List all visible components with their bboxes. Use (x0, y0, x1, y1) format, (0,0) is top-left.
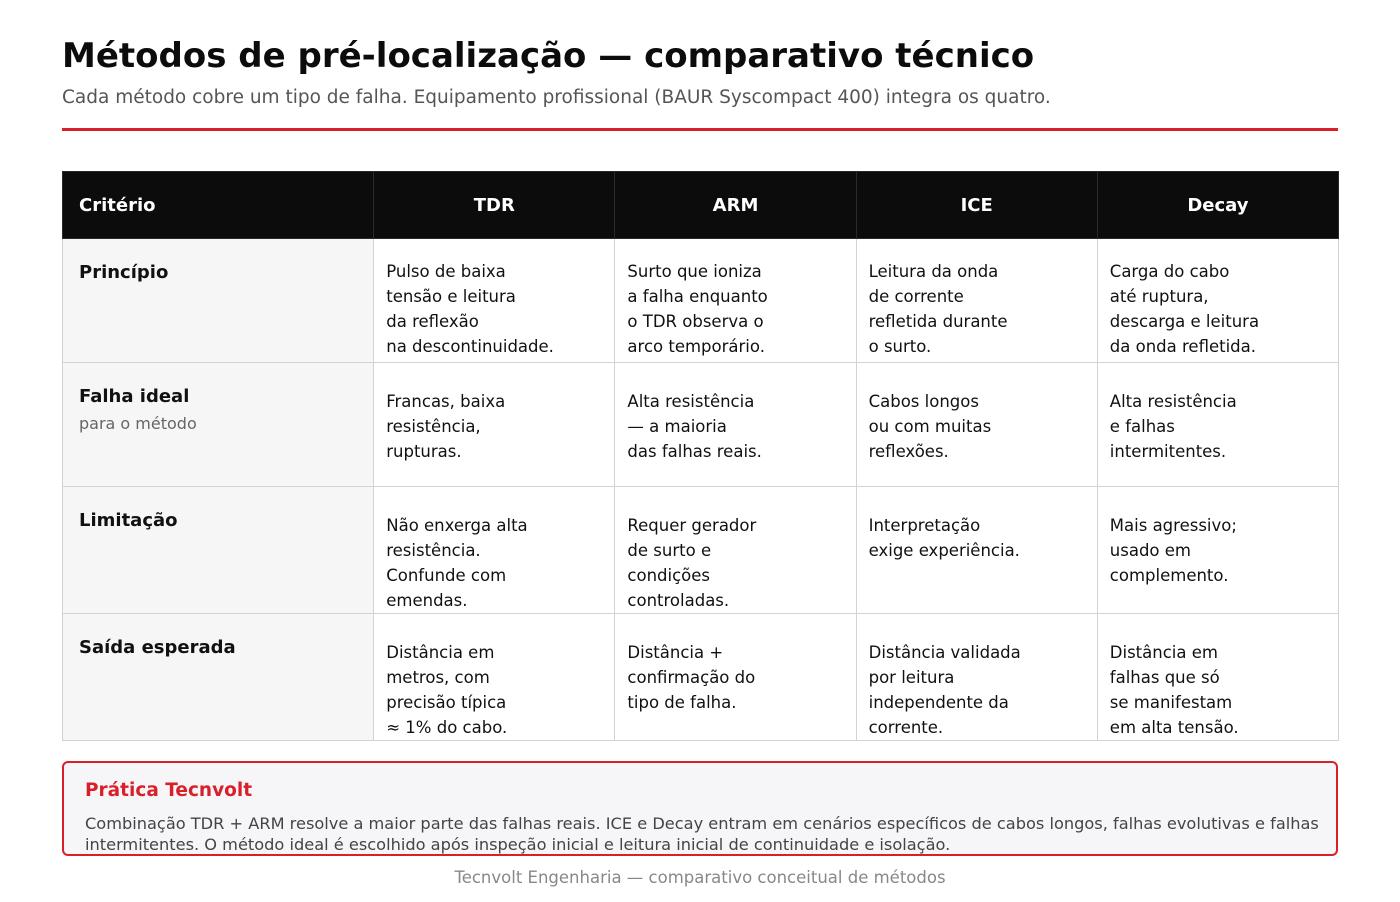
column-header-arm: ARM (615, 172, 856, 239)
criterion-label: Saída esperada (79, 637, 236, 658)
table-cell-tdr: Pulso de baixa tensão e leitura da reflexão na descontinuidade. (374, 239, 615, 363)
table-row (63, 363, 1339, 487)
criterion-cell (63, 363, 374, 487)
table-row (63, 487, 1339, 614)
practice-callout (62, 761, 1338, 856)
table-cell-decay: Mais agressivo; usado em complemento. (1097, 487, 1338, 614)
criterion-note: para o método (79, 414, 197, 433)
callout-title: Prática Tecnvolt (85, 780, 253, 801)
criterion-label: Falha ideal (79, 386, 190, 407)
table-cell-ice: Distância validada por leitura independente da corrente. (856, 614, 1097, 741)
table-header-row (63, 172, 1339, 239)
table-cell-arm: Requer gerador de surto e condições controladas. (615, 487, 856, 614)
page-subtitle: Cada método cobre um tipo de falha. Equipamento profissional (BAUR Syscompact 400) integra os quatro. (62, 87, 1051, 108)
table-cell-ice: Cabos longos ou com muitas reflexões. (856, 363, 1097, 487)
page-header (62, 34, 1338, 110)
table-cell-tdr: Distância em metros, com precisão típica ≈ 1% do cabo. (374, 614, 615, 741)
table-cell-decay: Carga do cabo até ruptura, descarga e leitura da onda refletida. (1097, 239, 1338, 363)
table-cell-ice: Interpretação exige experiência. (856, 487, 1097, 614)
column-header-decay: Decay (1097, 172, 1338, 239)
table-cell-decay: Alta resistência e falhas intermitentes. (1097, 363, 1338, 487)
table-cell-decay: Distância em falhas que só se manifestam em alta tensão. (1097, 614, 1338, 741)
page-footer: Tecnvolt Engenharia — comparativo conceitual de métodos (454, 868, 946, 887)
table-cell-tdr: Não enxerga alta resistência. Confunde com emendas. (374, 487, 615, 614)
table-cell-tdr: Francas, baixa resistência, rupturas. (374, 363, 615, 487)
table-cell-ice: Leitura da onda de corrente refletida durante o surto. (856, 239, 1097, 363)
column-header-ice: ICE (856, 172, 1097, 239)
criterion-cell (63, 614, 374, 741)
table-row (63, 239, 1339, 363)
column-header-criterio: Critério (63, 172, 374, 239)
criterion-cell (63, 239, 374, 363)
table-cell-arm: Alta resistência — a maioria das falhas reais. (615, 363, 856, 487)
comparison-table (62, 171, 1339, 741)
criterion-label: Princípio (79, 262, 169, 283)
column-header-tdr: TDR (374, 172, 615, 239)
table-cell-arm: Distância + confirmação do tipo de falha. (615, 614, 856, 741)
criterion-cell (63, 487, 374, 614)
table-row (63, 614, 1339, 741)
callout-text: Combinação TDR + ARM resolve a maior parte das falhas reais. ICE e Decay entram em cenários específicos de cabos longos, falhas evolutivas e falhas intermitentes. O método ideal é escolhido após inspeção inicial e leitura inicial de continuidade e isolação. (85, 814, 1319, 854)
accent-divider (62, 128, 1338, 131)
table-cell-arm: Surto que ioniza a falha enquanto o TDR observa o arco temporário. (615, 239, 856, 363)
criterion-label: Limitação (79, 510, 178, 531)
page-title: Métodos de pré-localização — comparativo técnico (62, 36, 1035, 76)
